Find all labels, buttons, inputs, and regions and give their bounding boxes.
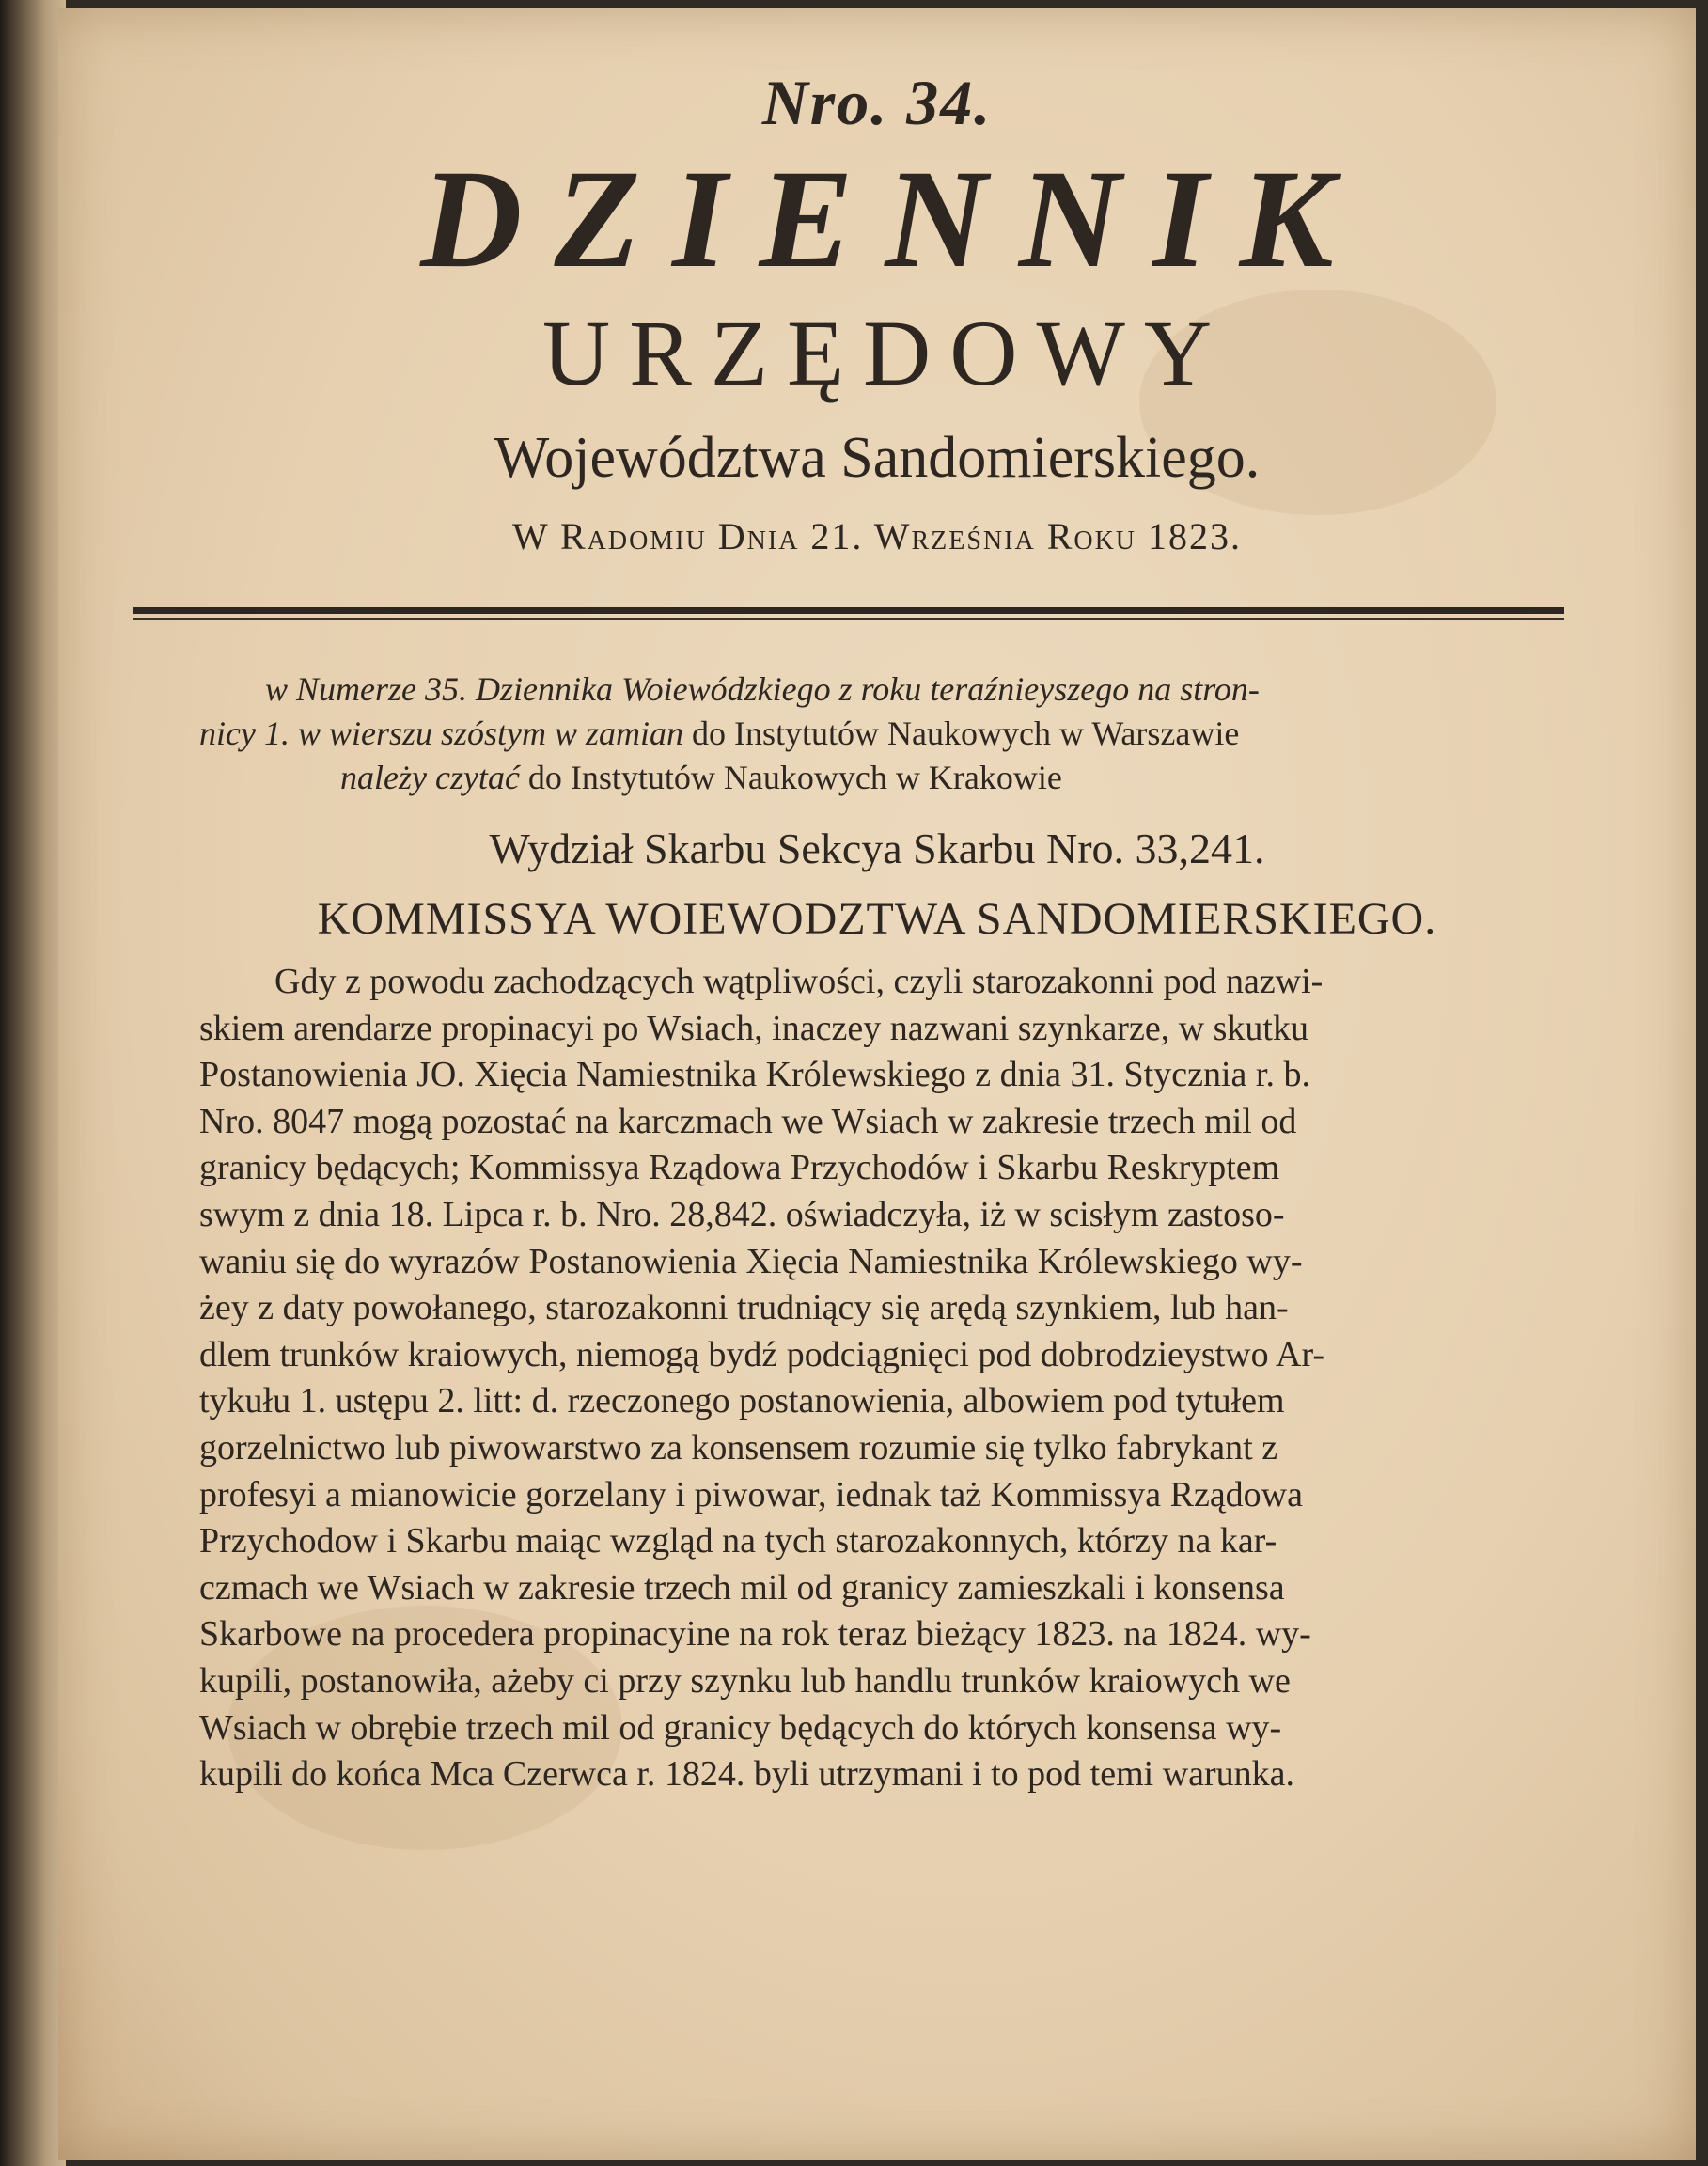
erratum-line <box>199 756 1590 800</box>
body-line: granicy będących; Kommissya Rządowa Przychodów i Skarbu Reskryptem <box>199 1148 1280 1188</box>
dateline: W Radomiu Dnia 21. Września Roku 1823. <box>511 515 1243 557</box>
erratum-italic: nicy 1. w wierszu szóstym w zamian <box>199 714 684 752</box>
erratum-line: w Numerze 35. Dziennika Woiewódzkiego z roku teraźnieyszego na stron- <box>265 670 1260 708</box>
body-line: Nro. 8047 mogą pozostać na karczmach we Wsiach w zakresie trzech mil od <box>199 1101 1297 1141</box>
book-binding <box>0 0 66 2166</box>
body-line: czmach we Wsiach w zakresie trzech mil od granicy zamieszkali i konsensa <box>199 1567 1285 1608</box>
erratum-line <box>199 712 1590 756</box>
authority-heading: KOMMISSYA WOIEWODZTWA SANDOMIERSKIEGO. <box>317 894 1437 944</box>
body-line: dlem trunków kraiowych, niemogą bydź podciągnięci pod dobrodzieystwo Ar- <box>199 1334 1324 1374</box>
body-line: tykułu 1. ustępu 2. litt: d. rzeczonego postanowienia, albowiem pod tytułem <box>199 1381 1285 1421</box>
body-line: Postanowienia JO. Xięcia Namiestnika Królewskiego z dnia 31. Stycznia r. b. <box>199 1055 1310 1095</box>
department-heading: Wydział Skarbu Sekcya Skarbu Nro. 33,241. <box>489 824 1265 872</box>
body-line: waniu się do wyrazów Postanowienia Xięcia Namiestnika Królewskiego wy- <box>199 1241 1303 1281</box>
masthead-subtitle: URZĘDOWY <box>541 301 1231 405</box>
erratum-roman: do Instytutów Naukowych w Warszawie <box>683 714 1240 752</box>
erratum-italic: należy czytać <box>340 759 520 796</box>
body-line: żey z daty powołanego, starozakonni trudniący się arędą szynkiem, lub han- <box>199 1288 1289 1328</box>
header-rule <box>133 607 1564 614</box>
body-line: swym z dnia 18. Lipca r. b. Nro. 28,842. oświadczyła, iż w scisłym zastoso- <box>199 1194 1285 1234</box>
body-line: kupili do końca Mca Czerwca r. 1824. byli utrzymani i to pod temi warunka. <box>199 1754 1295 1795</box>
body-line: kupili, postanowiła, ażeby ci przy szynku lub handlu trunków kraiowych we <box>199 1660 1291 1701</box>
erratum-notice <box>199 667 1590 800</box>
erratum-roman: do Instytutów Naukowych w Krakowie <box>519 759 1062 796</box>
header-rule-thin <box>133 618 1564 620</box>
body-line: Wsiach w obrębie trzech mil od granicy będących do których konsensa wy- <box>199 1707 1282 1748</box>
article-body <box>199 959 1619 1798</box>
masthead-title: DZIENNIK <box>420 141 1366 297</box>
body-line: Skarbowe na procedera propinacyine na rok teraz bieżący 1823. na 1824. wy- <box>199 1614 1311 1655</box>
body-line: gorzelnictwo lub piwowarstwo za konsensem rozumie się tylko fabrykant z <box>199 1427 1278 1468</box>
body-line: profesyi a mianowicie gorzelany i piwowar, iednak taż Kommissya Rządowa <box>199 1474 1303 1515</box>
body-line: Przychodow i Skarbu maiąc wzgląd na tych starozakonnych, którzy na kar- <box>199 1521 1277 1562</box>
masthead-province: Województwa Sandomierskiego. <box>494 426 1261 490</box>
body-line: Gdy z powodu zachodzących wątpliwości, czyli starozakonni pod nazwi- <box>274 962 1324 1001</box>
body-line: skiem arendarze propinacyi po Wsiach, inaczey nazwani szynkarze, w skutku <box>199 1008 1308 1048</box>
newspaper-page <box>58 8 1696 2160</box>
issue-number: Nro. 34. <box>761 67 993 138</box>
